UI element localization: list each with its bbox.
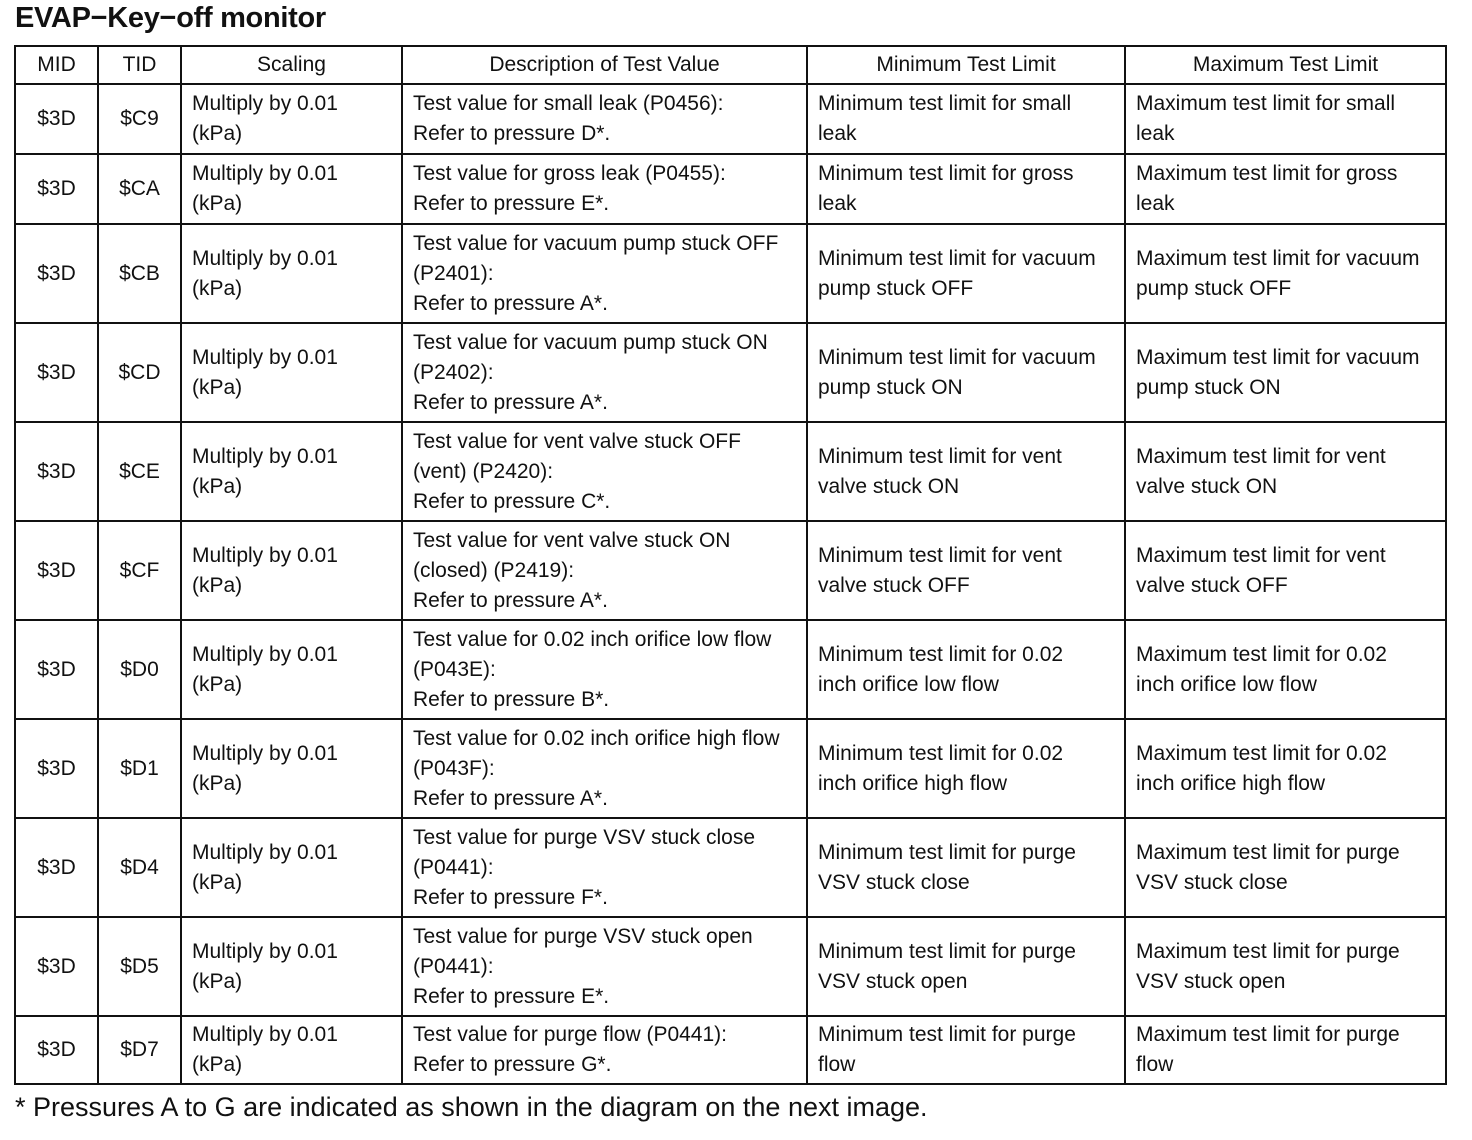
mid-cell: $3D (15, 719, 98, 818)
minimum-limit-cell-line: Minimum test limit for purge (818, 1023, 1076, 1046)
description-cell-line: Refer to pressure A*. (413, 291, 608, 315)
tid-cell: $D0 (98, 620, 181, 719)
minimum-limit-cell-line: Minimum test limit for vacuum (818, 345, 1096, 369)
scaling-cell (181, 818, 402, 917)
description-cell-line: Refer to pressure D*. (413, 122, 611, 145)
maximum-limit-cell-line: inch orifice low flow (1136, 672, 1317, 696)
description-cell-line: (P2401): (413, 261, 494, 285)
description-cell-line: Test value for purge VSV stuck close (413, 825, 755, 849)
scaling-cell (181, 422, 402, 521)
tid-cell: $D7 (98, 1016, 181, 1084)
maximum-limit-cell-line: Maximum test limit for purge (1136, 1023, 1400, 1046)
description-cell-line: Refer to pressure A*. (413, 786, 608, 810)
description-cell-line: Refer to pressure A*. (413, 390, 608, 414)
evap-monitor-table (14, 45, 1447, 1085)
tid-cell: $CB (98, 224, 181, 323)
tid-cell: $CD (98, 323, 181, 422)
table-row (15, 84, 1446, 154)
table-header (15, 46, 1446, 84)
scaling-cell-line: (kPa) (192, 969, 243, 993)
description-cell-line: (P0441): (413, 954, 494, 978)
minimum-limit-cell-line: VSV stuck close (818, 870, 970, 894)
maximum-limit-cell-line: Maximum test limit for vent (1136, 543, 1386, 567)
column-header-minimum-limit: Minimum Test Limit (807, 46, 1125, 84)
description-cell-line: (P043F): (413, 756, 495, 780)
maximum-limit-cell-line: Maximum test limit for 0.02 (1136, 642, 1387, 666)
description-cell (402, 818, 807, 917)
description-cell (402, 1016, 807, 1084)
mid-cell: $3D (15, 620, 98, 719)
scaling-cell (181, 84, 402, 154)
minimum-limit-cell-line: pump stuck ON (818, 375, 963, 399)
scaling-cell-line: Multiply by 0.01 (192, 939, 338, 963)
description-cell-line: Test value for vacuum pump stuck ON (413, 330, 768, 354)
minimum-limit-cell-line: Minimum test limit for purge (818, 939, 1076, 963)
maximum-limit-cell (1125, 422, 1446, 521)
table-body (15, 84, 1446, 1084)
description-cell-line: Test value for purge flow (P0441): (413, 1023, 727, 1046)
table-row (15, 521, 1446, 620)
tid-cell: $CF (98, 521, 181, 620)
description-cell-line: Refer to pressure A*. (413, 588, 608, 612)
scaling-cell-line: (kPa) (192, 771, 243, 795)
maximum-limit-cell-line: valve stuck OFF (1136, 573, 1288, 597)
table-row (15, 917, 1446, 1016)
table-row (15, 818, 1446, 917)
scaling-cell-line: (kPa) (192, 122, 243, 145)
description-cell (402, 154, 807, 224)
minimum-limit-cell-line: Minimum test limit for gross (818, 162, 1074, 185)
scaling-cell-line: Multiply by 0.01 (192, 246, 338, 270)
table-row (15, 323, 1446, 422)
minimum-limit-cell (807, 917, 1125, 1016)
scaling-cell-line: Multiply by 0.01 (192, 345, 338, 369)
tid-cell: $D5 (98, 917, 181, 1016)
minimum-limit-cell-line: inch orifice high flow (818, 771, 1008, 795)
scaling-cell (181, 224, 402, 323)
maximum-limit-cell (1125, 521, 1446, 620)
description-cell (402, 719, 807, 818)
maximum-limit-cell-line: inch orifice high flow (1136, 771, 1326, 795)
table-row (15, 719, 1446, 818)
maximum-limit-cell (1125, 917, 1446, 1016)
description-cell-line: Test value for 0.02 inch orifice high flow (413, 726, 780, 750)
minimum-limit-cell-line: Minimum test limit for purge (818, 840, 1076, 864)
mid-cell: $3D (15, 818, 98, 917)
scaling-cell-line: Multiply by 0.01 (192, 162, 338, 185)
maximum-limit-cell (1125, 1016, 1446, 1084)
scaling-cell (181, 719, 402, 818)
minimum-limit-cell (807, 719, 1125, 818)
maximum-limit-cell (1125, 818, 1446, 917)
scaling-cell-line: (kPa) (192, 870, 243, 894)
description-cell-line: Test value for vent valve stuck OFF (413, 429, 741, 453)
mid-cell: $3D (15, 224, 98, 323)
scaling-cell (181, 917, 402, 1016)
maximum-limit-cell (1125, 719, 1446, 818)
tid-cell: $CE (98, 422, 181, 521)
maximum-limit-cell-line: leak (1136, 122, 1175, 145)
minimum-limit-cell-line: valve stuck OFF (818, 573, 970, 597)
description-cell (402, 521, 807, 620)
column-header-maximum-limit: Maximum Test Limit (1125, 46, 1446, 84)
table-row (15, 154, 1446, 224)
description-cell-line: (P0441): (413, 855, 494, 879)
scaling-cell-line: (kPa) (192, 375, 243, 399)
minimum-limit-cell-line: flow (818, 1053, 856, 1076)
minimum-limit-cell (807, 521, 1125, 620)
maximum-limit-cell (1125, 154, 1446, 224)
maximum-limit-cell (1125, 323, 1446, 422)
description-cell-line: Test value for vacuum pump stuck OFF (413, 231, 779, 255)
column-header-scaling: Scaling (181, 46, 402, 84)
column-header-tid: TID (98, 46, 181, 84)
header-row (15, 46, 1446, 84)
minimum-limit-cell-line: leak (818, 192, 857, 215)
minimum-limit-cell-line: valve stuck ON (818, 474, 960, 498)
minimum-limit-cell-line: pump stuck OFF (818, 276, 974, 300)
column-header-mid: MID (15, 46, 98, 84)
scaling-cell-line: (kPa) (192, 474, 243, 498)
scaling-cell-line: (kPa) (192, 672, 243, 696)
maximum-limit-cell-line: pump stuck OFF (1136, 276, 1292, 300)
description-cell (402, 84, 807, 154)
scaling-cell-line: Multiply by 0.01 (192, 444, 338, 468)
maximum-limit-cell-line: leak (1136, 192, 1175, 215)
minimum-limit-cell-line: inch orifice low flow (818, 672, 999, 696)
scaling-cell-line: Multiply by 0.01 (192, 840, 338, 864)
maximum-limit-cell-line: Maximum test limit for purge (1136, 840, 1400, 864)
mid-cell: $3D (15, 323, 98, 422)
description-cell-line: Test value for gross leak (P0455): (413, 162, 726, 185)
description-cell-line: (P043E): (413, 657, 496, 681)
minimum-limit-cell-line: leak (818, 122, 857, 145)
page-title: EVAP−Key−off monitor (15, 2, 326, 34)
tid-cell: $CA (98, 154, 181, 224)
mid-cell: $3D (15, 154, 98, 224)
description-cell-line: Refer to pressure C*. (413, 489, 611, 513)
maximum-limit-cell-line: Maximum test limit for gross (1136, 162, 1398, 185)
maximum-limit-cell-line: Maximum test limit for 0.02 (1136, 741, 1387, 765)
mid-cell: $3D (15, 1016, 98, 1084)
mid-cell: $3D (15, 422, 98, 521)
minimum-limit-cell (807, 422, 1125, 521)
description-cell-line: Test value for vent valve stuck ON (413, 528, 731, 552)
scaling-cell-line: (kPa) (192, 192, 243, 215)
maximum-limit-cell-line: Maximum test limit for purge (1136, 939, 1400, 963)
minimum-limit-cell-line: Minimum test limit for small (818, 92, 1072, 115)
description-cell-line: Test value for 0.02 inch orifice low flow (413, 627, 772, 651)
description-cell-line: Refer to pressure E*. (413, 192, 610, 215)
description-cell (402, 620, 807, 719)
scaling-cell (181, 521, 402, 620)
table-row (15, 620, 1446, 719)
minimum-limit-cell-line: VSV stuck open (818, 969, 968, 993)
table-row (15, 1016, 1446, 1084)
minimum-limit-cell (807, 818, 1125, 917)
minimum-limit-cell-line: Minimum test limit for 0.02 (818, 642, 1064, 666)
minimum-limit-cell (807, 154, 1125, 224)
description-cell-line: Refer to pressure F*. (413, 885, 608, 909)
scaling-cell (181, 323, 402, 422)
maximum-limit-cell (1125, 620, 1446, 719)
minimum-limit-cell (807, 323, 1125, 422)
minimum-limit-cell (807, 224, 1125, 323)
scaling-cell-line: (kPa) (192, 1053, 243, 1076)
description-cell (402, 323, 807, 422)
minimum-limit-cell (807, 84, 1125, 154)
maximum-limit-cell-line: Maximum test limit for vacuum (1136, 246, 1420, 270)
scaling-cell-line: (kPa) (192, 276, 243, 300)
scaling-cell (181, 154, 402, 224)
minimum-limit-cell (807, 620, 1125, 719)
description-cell-line: (closed) (P2419): (413, 558, 575, 582)
maximum-limit-cell-line: Maximum test limit for vacuum (1136, 345, 1420, 369)
minimum-limit-cell-line: Minimum test limit for vent (818, 444, 1062, 468)
scaling-cell-line: Multiply by 0.01 (192, 543, 338, 567)
scaling-cell-line: Multiply by 0.01 (192, 92, 338, 115)
description-cell (402, 422, 807, 521)
scaling-cell (181, 1016, 402, 1084)
minimum-limit-cell (807, 1016, 1125, 1084)
description-cell-line: (vent) (P2420): (413, 459, 554, 483)
scaling-cell-line: Multiply by 0.01 (192, 741, 338, 765)
scaling-cell (181, 620, 402, 719)
minimum-limit-cell-line: Minimum test limit for vacuum (818, 246, 1096, 270)
minimum-limit-cell-line: Minimum test limit for 0.02 (818, 741, 1064, 765)
description-cell-line: Refer to pressure B*. (413, 687, 610, 711)
mid-cell: $3D (15, 521, 98, 620)
scaling-cell-line: Multiply by 0.01 (192, 1023, 338, 1046)
maximum-limit-cell (1125, 224, 1446, 323)
table-row (15, 422, 1446, 521)
minimum-limit-cell-line: Minimum test limit for vent (818, 543, 1062, 567)
mid-cell: $3D (15, 917, 98, 1016)
maximum-limit-cell-line: pump stuck ON (1136, 375, 1281, 399)
tid-cell: $D4 (98, 818, 181, 917)
description-cell-line: Test value for purge VSV stuck open (413, 924, 753, 948)
tid-cell: $C9 (98, 84, 181, 154)
description-cell-line: (P2402): (413, 360, 494, 384)
description-cell-line: Refer to pressure E*. (413, 984, 610, 1008)
mid-cell: $3D (15, 84, 98, 154)
maximum-limit-cell-line: VSV stuck close (1136, 870, 1288, 894)
maximum-limit-cell (1125, 84, 1446, 154)
maximum-limit-cell-line: Maximum test limit for vent (1136, 444, 1386, 468)
description-cell-line: Test value for small leak (P0456): (413, 92, 724, 115)
description-cell (402, 224, 807, 323)
tid-cell: $D1 (98, 719, 181, 818)
table-row (15, 224, 1446, 323)
maximum-limit-cell-line: Maximum test limit for small (1136, 92, 1396, 115)
column-header-description: Description of Test Value (402, 46, 807, 84)
description-cell-line: Refer to pressure G*. (413, 1053, 612, 1076)
maximum-limit-cell-line: valve stuck ON (1136, 474, 1278, 498)
footnote: * Pressures A to G are indicated as shown in the diagram on the next image. (15, 1092, 928, 1122)
description-cell (402, 917, 807, 1016)
maximum-limit-cell-line: flow (1136, 1053, 1174, 1076)
scaling-cell-line: (kPa) (192, 573, 243, 597)
maximum-limit-cell-line: VSV stuck open (1136, 969, 1286, 993)
scaling-cell-line: Multiply by 0.01 (192, 642, 338, 666)
